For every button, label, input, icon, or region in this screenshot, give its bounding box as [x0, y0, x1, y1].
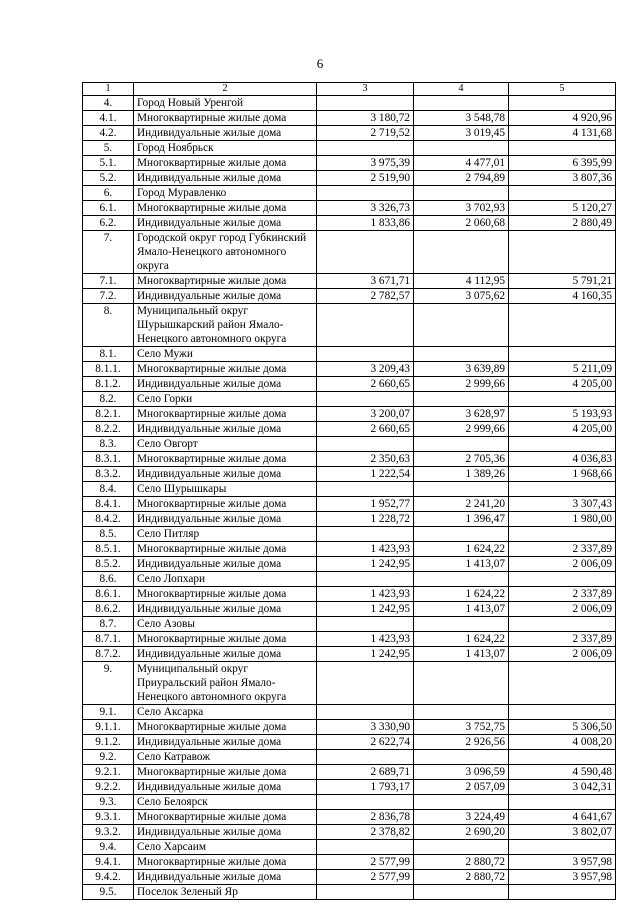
row-value-cell-3: 2 519,90	[317, 171, 414, 186]
row-value-cell-3	[317, 795, 414, 810]
row-number-cell: 4.2.	[83, 126, 134, 141]
row-value-cell-5: 4 131,68	[509, 126, 616, 141]
row-value-cell-4: 1 624,22	[414, 587, 509, 602]
row-name-cell: Многоквартирные жилые дома	[134, 407, 317, 422]
row-number-cell: 8.5.1.	[83, 542, 134, 557]
row-value-cell-5	[509, 572, 616, 587]
row-value-cell-4	[414, 705, 509, 720]
row-value-cell-3: 3 671,71	[317, 274, 414, 289]
table-row	[83, 437, 616, 452]
row-name-cell: Село Овгорт	[134, 437, 317, 452]
row-value-cell-3: 2 660,65	[317, 422, 414, 437]
row-value-cell-5	[509, 617, 616, 632]
row-value-cell-5: 5 791,21	[509, 274, 616, 289]
row-number-cell: 9.1.	[83, 705, 134, 720]
row-value-cell-3	[317, 572, 414, 587]
row-value-cell-3	[317, 840, 414, 855]
row-name-cell: Индивидуальные жилые дома	[134, 126, 317, 141]
row-value-cell-5	[509, 705, 616, 720]
row-value-cell-5	[509, 392, 616, 407]
row-name-cell: Многоквартирные жилые дома	[134, 452, 317, 467]
row-number-cell: 8.7.2.	[83, 647, 134, 662]
header-cell-1: 1	[83, 83, 134, 96]
row-number-cell: 9.4.1.	[83, 855, 134, 870]
row-value-cell-5: 3 307,43	[509, 497, 616, 512]
row-value-cell-5	[509, 840, 616, 855]
row-value-cell-3: 2 350,63	[317, 452, 414, 467]
row-value-cell-5: 5 211,09	[509, 362, 616, 377]
row-value-cell-4: 1 389,26	[414, 467, 509, 482]
row-number-cell: 8.6.	[83, 572, 134, 587]
row-value-cell-4	[414, 662, 509, 705]
row-number-cell: 9.3.	[83, 795, 134, 810]
table-row	[83, 126, 616, 141]
row-value-cell-3: 1 242,95	[317, 557, 414, 572]
row-value-cell-4: 3 096,59	[414, 765, 509, 780]
row-value-cell-3	[317, 662, 414, 705]
row-value-cell-4	[414, 750, 509, 765]
row-value-cell-5: 6 395,99	[509, 156, 616, 171]
row-value-cell-4: 2 794,89	[414, 171, 509, 186]
row-value-cell-3: 1 222,54	[317, 467, 414, 482]
table-row	[83, 497, 616, 512]
row-value-cell-4	[414, 572, 509, 587]
table-row	[83, 750, 616, 765]
row-value-cell-5: 3 957,98	[509, 870, 616, 885]
row-value-cell-3: 2 782,57	[317, 289, 414, 304]
table-row	[83, 452, 616, 467]
table-row	[83, 512, 616, 527]
row-value-cell-4	[414, 304, 509, 347]
table-row	[83, 840, 616, 855]
row-name-cell: Поселок Зеленый Яр	[134, 885, 317, 900]
row-value-cell-3	[317, 186, 414, 201]
page-number: 6	[316, 56, 324, 71]
row-value-cell-3: 2 836,78	[317, 810, 414, 825]
row-value-cell-5: 3 802,07	[509, 825, 616, 840]
row-value-cell-3: 1 793,17	[317, 780, 414, 795]
row-value-cell-3: 2 622,74	[317, 735, 414, 750]
row-value-cell-4	[414, 231, 509, 274]
row-name-cell: Город Муравленко	[134, 186, 317, 201]
table-row	[83, 587, 616, 602]
row-value-cell-5: 4 036,83	[509, 452, 616, 467]
row-value-cell-4: 3 628,97	[414, 407, 509, 422]
row-value-cell-4: 4 477,01	[414, 156, 509, 171]
row-name-cell: Село Питляр	[134, 527, 317, 542]
row-number-cell: 6.	[83, 186, 134, 201]
row-value-cell-4: 2 057,09	[414, 780, 509, 795]
row-number-cell: 9.1.2.	[83, 735, 134, 750]
row-value-cell-5	[509, 231, 616, 274]
table-row	[83, 392, 616, 407]
row-value-cell-3: 3 330,90	[317, 720, 414, 735]
row-value-cell-3	[317, 705, 414, 720]
row-name-cell: Село Шурышкары	[134, 482, 317, 497]
table-row	[83, 377, 616, 392]
table-body	[83, 83, 616, 900]
row-number-cell: 8.4.1.	[83, 497, 134, 512]
row-value-cell-3: 3 975,39	[317, 156, 414, 171]
row-number-cell: 7.2.	[83, 289, 134, 304]
row-number-cell: 8.3.1.	[83, 452, 134, 467]
table-row	[83, 795, 616, 810]
row-value-cell-4	[414, 885, 509, 900]
row-value-cell-4: 2 705,36	[414, 452, 509, 467]
row-value-cell-3	[317, 231, 414, 274]
row-name-cell: Индивидуальные жилые дома	[134, 780, 317, 795]
table-row	[83, 96, 616, 111]
row-name-cell: Индивидуальные жилые дома	[134, 216, 317, 231]
row-number-cell: 9.	[83, 662, 134, 705]
row-value-cell-3: 2 577,99	[317, 855, 414, 870]
table-row	[83, 186, 616, 201]
row-number-cell: 6.1.	[83, 201, 134, 216]
table-row	[83, 810, 616, 825]
row-number-cell: 8.7.1.	[83, 632, 134, 647]
table-row	[83, 705, 616, 720]
table-row	[83, 201, 616, 216]
row-value-cell-3: 2 719,52	[317, 126, 414, 141]
row-name-cell: Индивидуальные жилые дома	[134, 602, 317, 617]
row-value-cell-5: 2 006,09	[509, 602, 616, 617]
row-value-cell-4: 2 999,66	[414, 377, 509, 392]
row-value-cell-4	[414, 482, 509, 497]
row-value-cell-5	[509, 885, 616, 900]
table-row	[83, 156, 616, 171]
row-value-cell-4: 2 880,72	[414, 855, 509, 870]
row-value-cell-5: 4 160,35	[509, 289, 616, 304]
row-value-cell-4: 3 702,93	[414, 201, 509, 216]
table-row	[83, 662, 616, 705]
row-name-cell: Многоквартирные жилые дома	[134, 855, 317, 870]
row-value-cell-5	[509, 662, 616, 705]
row-value-cell-4	[414, 96, 509, 111]
table-row	[83, 720, 616, 735]
table-row	[83, 347, 616, 362]
row-number-cell: 8.6.1.	[83, 587, 134, 602]
row-value-cell-3: 2 689,71	[317, 765, 414, 780]
row-value-cell-3: 1 423,93	[317, 632, 414, 647]
row-name-cell: Многоквартирные жилые дома	[134, 720, 317, 735]
row-name-cell: Многоквартирные жилые дома	[134, 810, 317, 825]
row-number-cell: 8.4.2.	[83, 512, 134, 527]
row-value-cell-5: 2 006,09	[509, 647, 616, 662]
row-name-cell: Индивидуальные жилые дома	[134, 377, 317, 392]
table-row	[83, 780, 616, 795]
table-row	[83, 617, 616, 632]
table-row	[83, 231, 616, 274]
row-value-cell-4: 2 999,66	[414, 422, 509, 437]
row-value-cell-5: 2 337,89	[509, 542, 616, 557]
row-value-cell-3	[317, 347, 414, 362]
row-value-cell-4: 3 752,75	[414, 720, 509, 735]
row-value-cell-5: 5 120,27	[509, 201, 616, 216]
row-number-cell: 9.1.1.	[83, 720, 134, 735]
table-row	[83, 632, 616, 647]
row-number-cell: 8.1.1.	[83, 362, 134, 377]
row-value-cell-5: 4 920,96	[509, 111, 616, 126]
table-row	[83, 467, 616, 482]
row-value-cell-5	[509, 795, 616, 810]
row-number-cell: 7.1.	[83, 274, 134, 289]
table-row	[83, 274, 616, 289]
row-value-cell-4	[414, 527, 509, 542]
row-value-cell-3: 1 228,72	[317, 512, 414, 527]
row-number-cell: 9.4.2.	[83, 870, 134, 885]
row-value-cell-4: 1 413,07	[414, 557, 509, 572]
row-value-cell-5	[509, 96, 616, 111]
row-value-cell-4	[414, 617, 509, 632]
row-value-cell-3: 1 423,93	[317, 587, 414, 602]
row-value-cell-5	[509, 527, 616, 542]
row-name-cell: Город Новый Уренгой	[134, 96, 317, 111]
row-value-cell-3: 2 577,99	[317, 870, 414, 885]
row-value-cell-5	[509, 482, 616, 497]
table-row	[83, 289, 616, 304]
row-name-cell: Индивидуальные жилые дома	[134, 825, 317, 840]
row-name-cell: Село Мужи	[134, 347, 317, 362]
row-value-cell-5	[509, 186, 616, 201]
row-name-cell: Село Горки	[134, 392, 317, 407]
row-value-cell-4: 1 396,47	[414, 512, 509, 527]
row-name-cell: Многоквартирные жилые дома	[134, 632, 317, 647]
row-value-cell-3	[317, 392, 414, 407]
row-value-cell-4: 2 880,72	[414, 870, 509, 885]
row-value-cell-5: 3 957,98	[509, 855, 616, 870]
row-value-cell-3	[317, 527, 414, 542]
row-value-cell-5: 3 042,31	[509, 780, 616, 795]
row-number-cell: 9.2.	[83, 750, 134, 765]
row-value-cell-4: 3 075,62	[414, 289, 509, 304]
table-row	[83, 111, 616, 126]
table-row	[83, 542, 616, 557]
row-name-cell: Индивидуальные жилые дома	[134, 557, 317, 572]
row-number-cell: 8.4.	[83, 482, 134, 497]
row-name-cell: Индивидуальные жилые дома	[134, 467, 317, 482]
row-number-cell: 9.2.1.	[83, 765, 134, 780]
row-name-cell: Муниципальный округ Приуральский район Ямало-Ненецкого автономного округа	[134, 662, 317, 705]
header-cell-5: 5	[509, 83, 616, 96]
header-cell-2: 2	[134, 83, 317, 96]
row-number-cell: 9.5.	[83, 885, 134, 900]
row-name-cell: Муниципальный округ Шурышкарский район Ямало-Ненецкого автономного округа	[134, 304, 317, 347]
table-row	[83, 735, 616, 750]
row-number-cell: 9.4.	[83, 840, 134, 855]
row-number-cell: 8.1.	[83, 347, 134, 362]
row-number-cell: 7.	[83, 231, 134, 274]
table-row	[83, 765, 616, 780]
table-row	[83, 304, 616, 347]
row-value-cell-5: 4 008,20	[509, 735, 616, 750]
row-name-cell: Многоквартирные жилые дома	[134, 156, 317, 171]
header-cell-3: 3	[317, 83, 414, 96]
row-value-cell-3	[317, 141, 414, 156]
row-name-cell: Многоквартирные жилые дома	[134, 362, 317, 377]
row-number-cell: 5.2.	[83, 171, 134, 186]
row-name-cell: Село Харсаим	[134, 840, 317, 855]
row-value-cell-4: 4 112,95	[414, 274, 509, 289]
row-value-cell-5: 2 337,89	[509, 587, 616, 602]
table-row	[83, 422, 616, 437]
row-number-cell: 4.	[83, 96, 134, 111]
row-value-cell-4: 3 019,45	[414, 126, 509, 141]
row-value-cell-5: 2 880,49	[509, 216, 616, 231]
row-value-cell-5	[509, 437, 616, 452]
table-row	[83, 171, 616, 186]
row-number-cell: 8.2.1.	[83, 407, 134, 422]
row-value-cell-4	[414, 186, 509, 201]
row-value-cell-4	[414, 840, 509, 855]
row-name-cell: Индивидуальные жилые дома	[134, 735, 317, 750]
table-row	[83, 557, 616, 572]
table-row	[83, 216, 616, 231]
row-number-cell: 8.2.	[83, 392, 134, 407]
table-row	[83, 885, 616, 900]
row-value-cell-4: 1 413,07	[414, 647, 509, 662]
table-header-row	[83, 83, 616, 96]
row-name-cell: Индивидуальные жилые дома	[134, 289, 317, 304]
row-name-cell: Село Лопхари	[134, 572, 317, 587]
row-value-cell-3: 2 378,82	[317, 825, 414, 840]
table-row	[83, 362, 616, 377]
row-value-cell-3	[317, 750, 414, 765]
row-value-cell-4: 1 624,22	[414, 542, 509, 557]
table-row	[83, 407, 616, 422]
row-value-cell-5: 5 306,50	[509, 720, 616, 735]
row-name-cell: Многоквартирные жилые дома	[134, 542, 317, 557]
row-value-cell-5	[509, 750, 616, 765]
row-name-cell: Многоквартирные жилые дома	[134, 274, 317, 289]
row-value-cell-4: 3 548,78	[414, 111, 509, 126]
row-value-cell-3: 3 180,72	[317, 111, 414, 126]
row-value-cell-5: 4 205,00	[509, 422, 616, 437]
row-value-cell-4: 2 926,56	[414, 735, 509, 750]
row-value-cell-3: 3 326,73	[317, 201, 414, 216]
row-value-cell-4: 1 624,22	[414, 632, 509, 647]
row-value-cell-5: 4 641,67	[509, 810, 616, 825]
table-row	[83, 825, 616, 840]
row-name-cell: Многоквартирные жилые дома	[134, 587, 317, 602]
table-row	[83, 482, 616, 497]
row-value-cell-5: 1 980,00	[509, 512, 616, 527]
row-value-cell-3	[317, 96, 414, 111]
row-value-cell-4	[414, 437, 509, 452]
row-value-cell-3: 1 952,77	[317, 497, 414, 512]
row-value-cell-5: 3 807,36	[509, 171, 616, 186]
row-name-cell: Многоквартирные жилые дома	[134, 201, 317, 216]
row-value-cell-3: 1 242,95	[317, 602, 414, 617]
row-value-cell-5	[509, 141, 616, 156]
row-name-cell: Индивидуальные жилые дома	[134, 512, 317, 527]
row-value-cell-5: 2 337,89	[509, 632, 616, 647]
row-name-cell: Село Аксарка	[134, 705, 317, 720]
row-number-cell: 9.3.1.	[83, 810, 134, 825]
row-value-cell-4	[414, 392, 509, 407]
table-row	[83, 141, 616, 156]
row-value-cell-4: 2 060,68	[414, 216, 509, 231]
row-value-cell-4: 2 690,20	[414, 825, 509, 840]
row-value-cell-5: 2 006,09	[509, 557, 616, 572]
row-number-cell: 8.5.	[83, 527, 134, 542]
row-name-cell: Многоквартирные жилые дома	[134, 497, 317, 512]
row-value-cell-3: 1 242,95	[317, 647, 414, 662]
row-value-cell-3: 3 209,43	[317, 362, 414, 377]
row-number-cell: 8.7.	[83, 617, 134, 632]
row-number-cell: 4.1.	[83, 111, 134, 126]
row-value-cell-5: 1 968,66	[509, 467, 616, 482]
row-value-cell-4	[414, 141, 509, 156]
row-number-cell: 6.2.	[83, 216, 134, 231]
row-value-cell-3: 1 833,86	[317, 216, 414, 231]
row-value-cell-3	[317, 482, 414, 497]
row-number-cell: 8.	[83, 304, 134, 347]
table-row	[83, 647, 616, 662]
row-number-cell: 8.1.2.	[83, 377, 134, 392]
row-name-cell: Многоквартирные жилые дома	[134, 765, 317, 780]
table-row	[83, 527, 616, 542]
row-name-cell: Город Ноябрьск	[134, 141, 317, 156]
row-value-cell-3	[317, 885, 414, 900]
table-row	[83, 602, 616, 617]
table-row	[83, 572, 616, 587]
row-name-cell: Село Белоярск	[134, 795, 317, 810]
table-row	[83, 855, 616, 870]
row-number-cell: 8.5.2.	[83, 557, 134, 572]
row-value-cell-5	[509, 347, 616, 362]
row-value-cell-4: 3 224,49	[414, 810, 509, 825]
row-value-cell-3: 2 660,65	[317, 377, 414, 392]
row-value-cell-4	[414, 347, 509, 362]
row-number-cell: 9.2.2.	[83, 780, 134, 795]
row-value-cell-5	[509, 304, 616, 347]
row-number-cell: 8.2.2.	[83, 422, 134, 437]
row-name-cell: Индивидуальные жилые дома	[134, 422, 317, 437]
row-value-cell-5: 5 193,93	[509, 407, 616, 422]
row-name-cell: Многоквартирные жилые дома	[134, 111, 317, 126]
row-number-cell: 8.3.2.	[83, 467, 134, 482]
row-value-cell-3	[317, 304, 414, 347]
row-name-cell: Село Катравож	[134, 750, 317, 765]
row-value-cell-4: 3 639,89	[414, 362, 509, 377]
row-value-cell-4: 1 413,07	[414, 602, 509, 617]
row-number-cell: 9.3.2.	[83, 825, 134, 840]
row-value-cell-4	[414, 795, 509, 810]
row-number-cell: 5.1.	[83, 156, 134, 171]
row-value-cell-3	[317, 437, 414, 452]
row-value-cell-3: 3 200,07	[317, 407, 414, 422]
row-name-cell: Городской округ город Губкинский Ямало-Ненецкого автономного округа	[134, 231, 317, 274]
row-name-cell: Индивидуальные жилые дома	[134, 870, 317, 885]
row-value-cell-3: 1 423,93	[317, 542, 414, 557]
row-value-cell-5: 4 590,48	[509, 765, 616, 780]
header-cell-4: 4	[414, 83, 509, 96]
row-value-cell-3	[317, 617, 414, 632]
row-name-cell: Индивидуальные жилые дома	[134, 647, 317, 662]
row-number-cell: 8.3.	[83, 437, 134, 452]
data-table	[82, 82, 616, 900]
row-value-cell-4: 2 241,20	[414, 497, 509, 512]
table-row	[83, 870, 616, 885]
row-number-cell: 8.6.2.	[83, 602, 134, 617]
row-name-cell: Индивидуальные жилые дома	[134, 171, 317, 186]
row-number-cell: 5.	[83, 141, 134, 156]
row-value-cell-5: 4 205,00	[509, 377, 616, 392]
row-name-cell: Село Азовы	[134, 617, 317, 632]
